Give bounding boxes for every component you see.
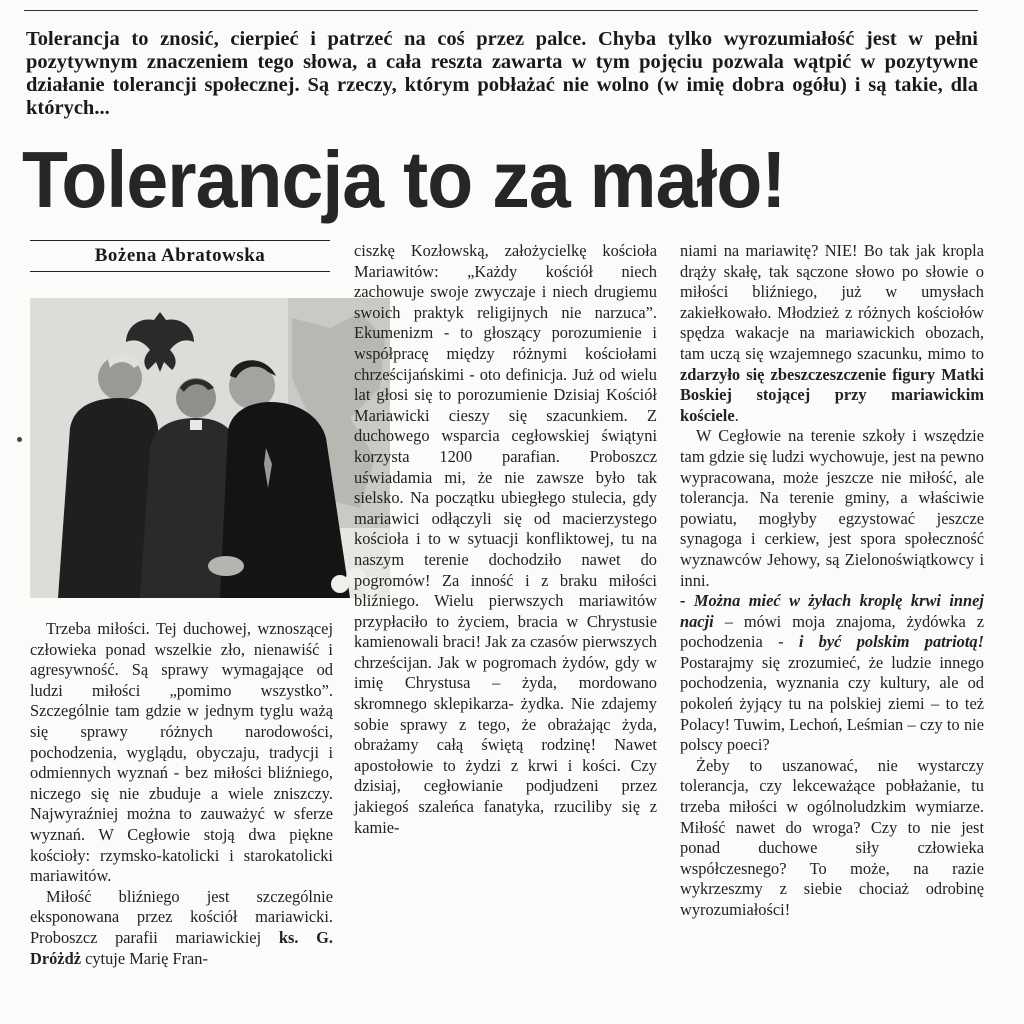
col2-paragraph: ciszkę Kozłowską, założycielkę kościoła Mariawitów: „Każdy kościół niech zachowuje swoje zwyczaje i niech drugiemu swoich praktyk religijnych nie narzuca”. Ekumenizm - to głoszący porozumienie i współpracę między różnymi kościołami chrześcijańskimi - oto definicja. Już od wielu lat głosi się to porozumienie Dzisiaj Kościół Mariawicki cieszy się szacunkiem. Z duchowego wsparcia cegłowskiej świątyni korzysta 1200 parafian. Proboszcz uświadamia mi, że nie zawsze było tak sielsko. Na początku ubiegłego stulecia, gdy mariawici odłączyli się od macierzystego kościoła i to w sytuacji konfliktowej, tu na naszym terenie dochodziło nawet do pogromów! Za inność i z braku miłości bliźniego. Wielu pierwszych mariawitów przypłaciło to życiem, bracia w Chrystusie kamienowali braci! Jak za czasów pierwszych chrześcijan. Jak w pogromach żydów, gdy w imię Chrystusa – żyda, mordowano skromnego sklepikarza- żydka. Nie zdajemy sobie sprawy z tego, że obrażając żyda, obrażamy całą świętą rodzinę! Nawet apostołowie to żydzi z krwi i kości. Czy dzisiaj, cegłowianie podjudzeni przez jakiegoś szaleńca fanatyka, rzuciliby się z kamie- [354,241,657,837]
col1-paragraph-1: Trzeba miłości. Tej duchowej, wznoszącej człowieka ponad wszelkie zło, nienawiść i agresywność. Są sprawy wymagające od ludzi miłości „pomimo wszystko”. Szczególnie tam gdzie w jednym tyglu ważą się sprawy różnych narodowości, pochodzenia, wyglądu, obyczaju, tradycji i odmiennych wyznań - bez miłości bliźniego, niczego się nie zbuduje a wiele zniszczy. Najwyraźniej można to zauważyć w sferze wyznań. W Cegłowie stoją dwa piękne kościoły: rzymsko-katolicki i starokatolicki mariawitów. [30,619,333,886]
col3-p1-bold: zdarzyło się zbeszczeszczenie figury Matki Boskiej stojącej przy mariawickim kościele [680,364,984,425]
byline [30,240,330,272]
quote-part-1: - Można mieć w żyłach kroplę krwi innej nacji [680,591,984,631]
lead-paragraph: Tolerancja to znosić, cierpieć i patrzeć na coś przez palce. Chyba tylko wyrozumiałość jest w pełni pozytywnym znaczeniem tego słowa, a cała reszta zawarta w tym pojęciu pozwala wątpić w pozytywne działanie tolerancji społecznej. Są rzeczy, którym pobłażać nie wolno (w imię dobra ogółu) i są takie, dla których... [26,28,978,119]
col1-p2-end: cytuje Marię Fran- [80,948,208,968]
col3-paragraph-4: Żeby to uszanować, nie wystarczy tolerancja, czy lekceważące pobłażanie, tu trzeba miłości w ogólnoludzkim wymiarze. Miłość nawet do wroga? Czy to nie jest ponad duchowe siły człowieka współczesnego? To może, na razie wykrzeszmy z siebie chociaż odrobinę wyrozumiałości! [680,755,984,919]
top-rule [24,10,978,11]
col3-paragraph-2: W Cegłowie na terenie szkoły i wszędzie tam gdzie się ludzi wychowuje, jest na pewno wypracowana, może jeszcze nie miłość, ale tolerancja. Na terenie gminy, a właściwie powiatu, mogłyby egzystować jeszcze synagoga i cerkiew, jest spora społeczność wyznawców Jehowy, są Zielonoświątkowcy i inni. [680,426,984,590]
col1-p2-text: Miłość bliźniego jest szczególnie eksponowana przez kościół mariawicki. Proboszcz parafii mariawickiej [30,886,333,947]
handshake-icon [208,556,244,576]
quote-mid: – mówi moja znajoma, żydówka z pochodzenia - [680,611,984,652]
col1-paragraph-2 [30,887,333,969]
headline: Tolerancja to za mało! [22,135,786,224]
col3-p1-text: niami na mariawitę? NIE! Bo tak jak kropla drąży skałę, tak sączone słowo po słowie o miłości bliźniego, już w umysłach zakiełkowało. Młodzież z różnych kościołów spędza wakacje na mariawickich obozach, tam uczą się wzajemnego szacunku, mimo to [680,241,984,363]
col3-p3-rest: Postarajmy się zrozumieć, że ludzie innego pochodzenia, wyznania czy kultury, ale od pokoleń żyjący tu na polskiej ziemi – to też Polacy! Tuwim, Lechoń, Leśmian – czy to nie polscy poeci? [680,652,984,755]
column-3 [680,241,984,921]
photo-icon [30,298,390,598]
column-2 [354,241,657,838]
article-photo [30,298,390,598]
margin-dot [17,437,22,442]
author-name: Bożena Abratowska [94,245,266,266]
priest-name: ks. G. Dróżdż [30,927,333,968]
quote-part-2: i być polskim patriotą! [798,632,984,652]
col3-paragraph-1 [680,241,984,426]
col3-paragraph-3 [680,591,984,756]
column-1 [30,619,333,969]
col3-p1-end: . [734,405,739,425]
